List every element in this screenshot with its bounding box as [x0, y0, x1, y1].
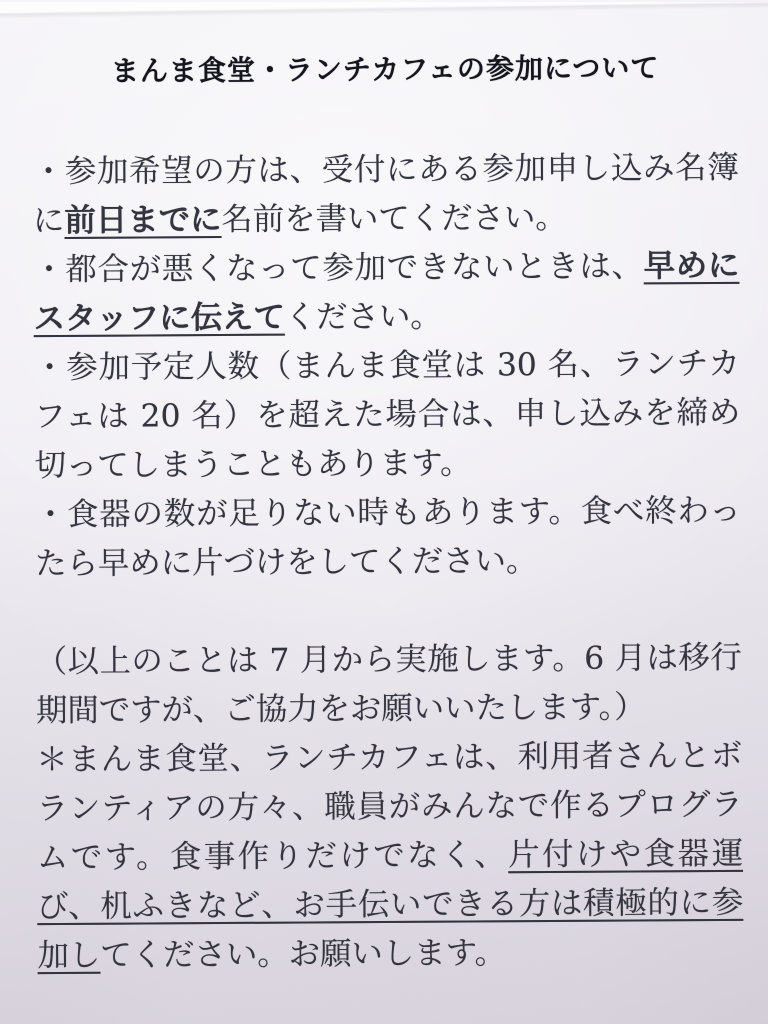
text-run: ・食器の数が足りない時もあります。食べ終わったら早めに片づけをしてください。 [34, 492, 741, 583]
text-run-emphasis-tell-staff: 早めにスタッフに伝えて [33, 247, 740, 338]
text-run: てください。お願いします。 [100, 935, 507, 974]
text-run: 名前を書いてください。 [221, 199, 567, 239]
text-run-emphasis-deadline: 前日までに [64, 202, 222, 239]
bullet-cancellation-notice [33, 242, 740, 344]
note-effective-date [36, 634, 743, 736]
text-run-emphasis-help-tasks: 片付けや食器運び、机ふきなど、お手伝いできる方は積極的に参加し [37, 835, 744, 975]
text-run: ・参加予定人数（まんま食堂は 30 名、ランチカフェは 20 名）を超えた場合は、申し込みを締め切ってしまうこともあります。 [33, 345, 741, 485]
note-program-description [36, 732, 743, 981]
text-run: ・都合が悪くなって参加できないときは、 [33, 248, 644, 289]
bullet-tableware [35, 487, 742, 589]
bullet-signup-deadline [33, 144, 740, 246]
text-run: （以上のことは 7 月から実施します。6 月は移行期間ですが、ご協力をお願いいたします。） [35, 639, 742, 730]
text-run: ＊まんま食堂、ランチカフェは、利用者さんとボランティアの方々、職員がみんなで作るプログラムです。食事作りだけでなく、 [36, 737, 743, 877]
document-page [32, 46, 744, 981]
document-body [33, 144, 744, 981]
document-title: まんま食堂・ランチカフェの参加について [110, 51, 660, 88]
text-run: ください。 [284, 298, 442, 336]
bullet-capacity-limit [34, 340, 741, 491]
text-run: ・参加希望の方は、受付にある参加申し込み名簿に [32, 149, 739, 240]
